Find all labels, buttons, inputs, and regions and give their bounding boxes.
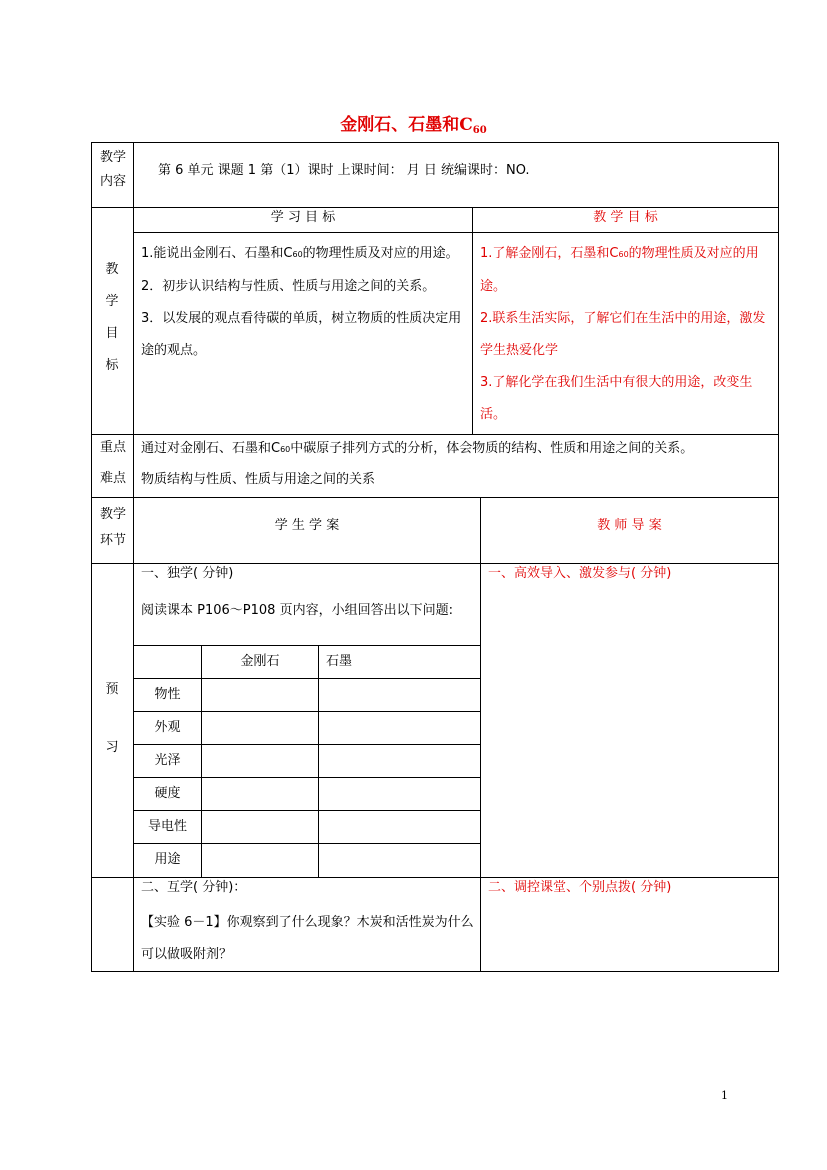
content-text: 第 6 单元 课题 1 第（1）课时 上课时间： 月 日 统编课时：NO. [158, 163, 530, 178]
page-number: 1 [721, 1089, 728, 1102]
key-point-text: 通过对金刚石、石墨和C60中碳原子排列方式的分析，体会物质的结构、性质和用途之间的关系。 [141, 441, 694, 456]
teacher-note-intro: 一、高效导入、激发参与( 分钟) [488, 566, 672, 581]
compare-row-label: 光泽 [154, 753, 181, 768]
segment-label [91, 507, 135, 549]
teaching-objectives-header: 教 学 目 标 [593, 210, 658, 225]
teacher-plan-header: 教 师 导 案 [597, 518, 662, 533]
student-plan-header: 学 生 学 案 [274, 518, 340, 533]
learning-objective-item: 1.能说出金刚石、石墨和C60的物理性质及对应的用途。 [141, 246, 459, 261]
learning-objectives-header: 学 习 目 标 [270, 210, 336, 225]
self-study-heading: 一、独学( 分钟) [141, 566, 234, 581]
objectives-label-char: 标 [105, 358, 119, 373]
teacher-note-guidance: 二、调控课堂、个别点拨( 分钟) [488, 880, 672, 895]
key-points-label-line2: 难点 [99, 471, 126, 486]
content-label-line1: 教学 [99, 150, 126, 165]
learning-objective-item: 2．初步认识结构与性质、性质与用途之间的关系。 [141, 279, 436, 294]
objectives-label-char: 学 [105, 294, 119, 309]
page-title [0, 110, 827, 136]
objectives-label [91, 262, 133, 374]
compare-header-graphite: 石墨 [326, 654, 353, 669]
compare-row-label: 外观 [154, 720, 181, 735]
objectives-label-char: 目 [105, 326, 119, 341]
compare-header-diamond: 金刚石 [240, 654, 280, 669]
objectives-label-char: 教 [105, 262, 119, 277]
teaching-objective-item: 3.了解化学在我们生活中有很大的用途，改变生活。 [480, 375, 753, 422]
reading-instruction: 阅读课本 P106～P108 页内容，小组回答出以下问题: [141, 603, 453, 618]
content-label-line2: 内容 [99, 174, 126, 189]
mutual-study-heading: 二、互学( 分钟)： [141, 880, 247, 895]
compare-row-label: 用途 [154, 852, 181, 867]
teaching-objective-item: 1.了解金刚石，石墨和C60的物理性质及对应的用途。 [480, 246, 759, 294]
difficulty-text: 物质结构与性质、性质与用途之间的关系 [141, 472, 376, 487]
segment-label-line2: 环节 [99, 533, 126, 548]
learning-objective-item: 3．以发展的观点看待碳的单质，树立物质的性质决定用途的观点。 [141, 311, 462, 358]
compare-row-label: 导电性 [147, 819, 187, 834]
content-label [91, 150, 135, 190]
compare-row-label: 硬度 [154, 786, 181, 801]
compare-row-label: 物性 [154, 687, 181, 702]
experiment-question: 【实验 6－1】你观察到了什么现象？木炭和活性炭为什么可以做吸附剂？ [141, 915, 474, 962]
preview-label-char: 习 [105, 740, 119, 755]
segment-label-line1: 教学 [99, 507, 126, 522]
title-subscript: 60 [472, 125, 487, 136]
teaching-objective-item: 2.联系生活实际，了解它们在生活中的用途，激发学生热爱化学 [480, 311, 766, 358]
preview-label [91, 682, 133, 756]
title-main: 金刚石、石墨和C [340, 115, 473, 135]
teaching-objectives-list [480, 238, 776, 431]
key-points-label [91, 440, 135, 487]
preview-label-char: 预 [105, 682, 119, 697]
learning-objectives-list [141, 238, 469, 367]
key-points-label-line1: 重点 [99, 440, 126, 455]
